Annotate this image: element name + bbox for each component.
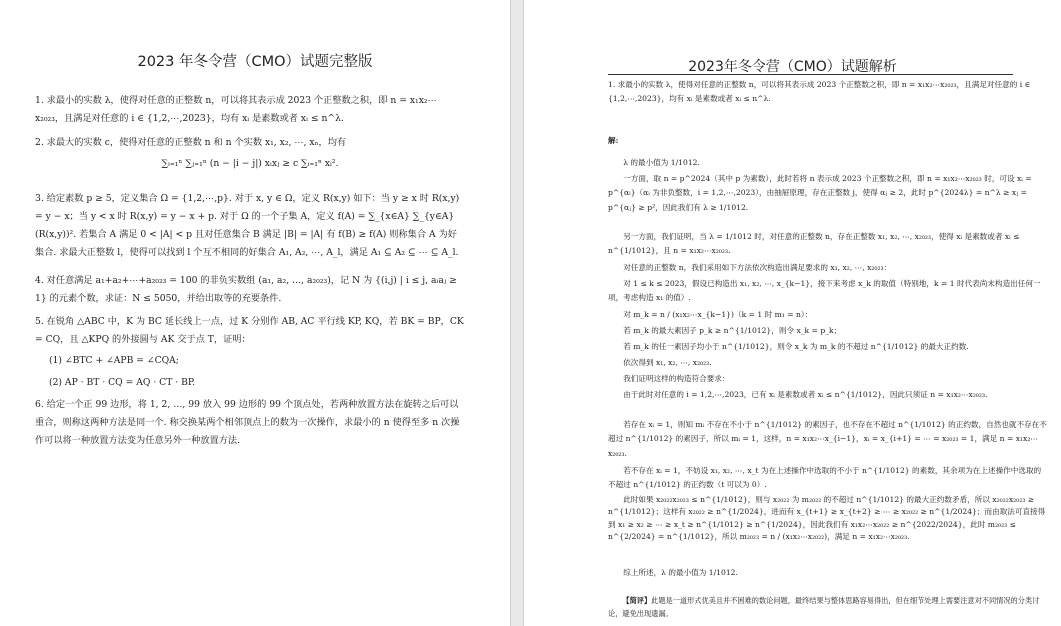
solution-line: 若 m_k 的任一素因子均小于 n^{1/1012}，则令 x_k 为 m_k 的不超过 n^{1/1012} 的最大正约数. xyxy=(623,342,969,351)
solution-line: 此时如果 x₂₀₂₂x₂₀₂₃ ≤ n^{1/1012}，则与 x₂₀₂₂ 为 m₂₀₂₂ 的不超过 n^{1/1012} 的最大正约数矛盾，所以 x₂₀₂₂x₂₀₂₃ ≥ n^{1/1012}；这样有 x₂₀₂₂ ≥ n^{1/2024}，进而有 x_{t+1} ≥ x_{t+2} ≥ ⋯ ≥ x₂₀₂₂ ≥ n^{1/2024}；而由取法可直接得到 x₁ ≥ x₂ ≥ ⋯ ≥ x_t ≥ n^{1/1012} ≥ n^{1/2024}，因此我们有 x₁x₂⋯x₂₀₂₂ ≥ n^{2022/2024}，此时 m₂₀₂₃ ≤ n^{2/2024} = n^{1/1012}，所以 m₂₀₂₃ = n / (x₁x₂⋯x₂₀₂₂)，满足 n = x₁x₂⋯x₂₀₂₃. xyxy=(608,495,1046,542)
solution-line: 另一方面，我们证明，当 λ = 1/1012 时，对任意的正整数 n，存在正整数 x₁, x₂, ⋯, x₂₀₂₃，使得 xᵢ 是素数或者 xᵢ ≤ n^{1/1012}，且 n = x₁x₂⋯x₂₀₂₃. xyxy=(608,232,1020,256)
comment-label: 【简评】 xyxy=(622,596,652,605)
solution-line: λ 的最小值为 1/1012. xyxy=(623,158,700,167)
comment xyxy=(608,594,1048,620)
solution-line: 我们证明这样的构造符合要求： xyxy=(623,374,730,383)
problem-5-part-1: (1) ∠BTC + ∠APB = ∠CQA; xyxy=(49,355,179,366)
solution-line: 若 m_k 的最大素因子 p_k ≥ n^{1/1012}，则令 x_k = p_k； xyxy=(623,326,842,335)
right-page xyxy=(524,0,1061,626)
solution-line: 对 m_k = n / (x₁x₂⋯x_{k−1})（k = 1 时 m₁ = n）： xyxy=(623,310,813,319)
problem-3: 3. 给定素数 p ≥ 5，定义集合 Ω = {1,2,⋯,p}. 对于 x, y ∈ Ω，定义 R(x,y) 如下：当 y ≥ x 时 R(x,y) = y − x；当 y < x 时 R(x,y) = y − x + p. 对于 Ω 的一个子集 A，定义 f(A) = ∑_{x∈A} ∑_{y∈A} (R(x,y))². 若集合 A 满足 0 < |A| < p 且对任意集合 B 满足 |B| = |A| 有 f(B) ≥ f(A) 则称集合 A 为好集合. 求最大正整数 l，使得可以找到 l 个互不相同的好集合 A₁, A₂, ⋯, A_l，满足 A₁ ⊆ A₂ ⊆ ⋯ ⊆ A_l. xyxy=(35,193,460,258)
solution-line: 对 1 ≤ k ≤ 2023，假设已构造出 x₁, x₂, ⋯, x_{k−1}，接下来考虑 x_k 的取值（特别地，k = 1 时代表尚未构造出任何一项，考虑构造 x₁ 的值）. xyxy=(608,279,1041,303)
solution-line: 对任意的正整数 n，我们采用如下方法依次构造出满足要求的 x₁, x₂, ⋯, x₂₀₂₃： xyxy=(623,263,892,272)
solution-label: 解: xyxy=(608,136,619,145)
solution-line: 综上所述，λ 的最小值为 1/1012. xyxy=(623,568,738,577)
page-title: 2023年冬令营（CMO）试题解析 xyxy=(688,59,897,75)
solution-line: 由于此时对任意的 i = 1,2,⋯,2023，已有 xᵢ 是素数或者 xᵢ ≤ n^{1/1012}，因此只须证 n = x₁x₂⋯x₂₀₂₃. xyxy=(623,390,988,399)
problem-4: 4. 对任意满足 a₁+a₂+⋯+a₂₀₂₃ = 100 的非负实数组 (a₁, a₂, …, a₂₀₂₃)，记 N 为 {(i,j) | i ≤ j, aᵢaⱼ ≥ 1} 的元素个数，求证：N ≤ 5050，并给出取等的充要条件. xyxy=(35,275,457,304)
problem-5-part-2: (2) AP · BT · CQ = AQ · CT · BP. xyxy=(49,377,196,388)
comment-text: 此题是一道形式优美且并不困难的数论问题，最终结果与整体思路容易得出，但在细节处理上需要注意对不同情况的分类讨论，避免出现遗漏。 xyxy=(608,596,1040,618)
problem-1: 1. 求最小的实数 λ，使得对任意的正整数 n，可以将其表示成 2023 个正整数之积，即 n = x₁x₂⋯x₂₀₂₃，且满足对任意的 i ∈ {1,2,⋯,2023}，均有 xᵢ 是素数或者 xᵢ ≤ n^λ. xyxy=(35,95,437,124)
left-page xyxy=(0,0,510,626)
problem-statement: 1. 求最小的实数 λ，使得对任意的正整数 n，可以将其表示成 2023 个正整数之积，即 n = x₁x₂⋯x₂₀₂₃，且满足对任意的 i ∈ {1,2,⋯,2023}，均有 xᵢ 是素数或者 xᵢ ≤ n^λ. xyxy=(608,80,1031,104)
page-divider xyxy=(510,0,524,626)
solution-line: 若存在 xᵢ = 1，则知 mᵢ 不存在不小于 n^{1/1012} 的素因子，也不存在不超过 n^{1/1012} 的正约数，自然也就不存在不超过 n^{1/1012} 的素因子，所以 mᵢ = 1，这样，n = x₁x₂⋯x_{i−1}，xᵢ = x_{i+1} = ⋯ = x₂₀₂₃ = 1，满足 n = x₁x₂⋯x₂₀₂₃. xyxy=(608,420,1047,458)
solution-line: 若不存在 xᵢ = 1，不妨设 x₁, x₂, ⋯, x_t 为在上述操作中选取的不小于 n^{1/1012} 的素数，其余项为在上述操作中选取的不超过 n^{1/1012} 的正约数（t 可以为 0）. xyxy=(608,466,1042,490)
solution-line: 一方面，取 n = p^2024（其中 p 为素数），此时若将 n 表示成 2023 个正整数之积，即 n = x₁x₂⋯x₂₀₂₃ 时，可设 xᵢ = p^{αᵢ}（αᵢ 为非负整数，i = 1,2,⋯,2023），由抽屉原理，存在正整数 j，使得 αⱼ ≥ 2，此时 p^{2024λ} = n^λ ≥ xⱼ = p^{αⱼ} ≥ p²，因此我们有 λ ≥ 1/1012. xyxy=(608,174,1032,212)
problem-2-formula: ∑ᵢ₌₁ⁿ ∑ⱼ₌₁ⁿ (n − |i − j|) xᵢxⱼ ≥ c ∑ᵢ₌₁ⁿ xᵢ². xyxy=(161,158,339,169)
solution-line: 依次得到 x₁, x₂, ⋯, x₂₀₂₃. xyxy=(623,358,712,367)
page-title: 2023 年冬令营（CMO）试题完整版 xyxy=(137,54,373,70)
title-rule xyxy=(608,74,1013,75)
problem-6: 6. 给定一个正 99 边形，将 1, 2, …, 99 放入 99 边形的 99 个顶点处，若两种放置方法在旋转之后可以重合，则称这两种方法是同一个. 称交换某两个相邻顶点上的数为一次操作，求最小的 n 使得至多 n 次操作可以将一种放置方法变为任意另外一种放置方法. xyxy=(35,399,460,446)
problem-2-intro: 2. 求最大的实数 c，使得对任意的正整数 n 和 n 个实数 x₁, x₂, ⋯, xₙ，均有 xyxy=(35,137,347,148)
problem-5: 5. 在锐角 △ABC 中，K 为 BC 延长线上一点，过 K 分别作 AB, AC 平行线 KP, KQ，若 BK = BP，CK = CQ，且 △KPQ 的外接圆与 AK 交于点 T，证明： xyxy=(35,316,464,345)
